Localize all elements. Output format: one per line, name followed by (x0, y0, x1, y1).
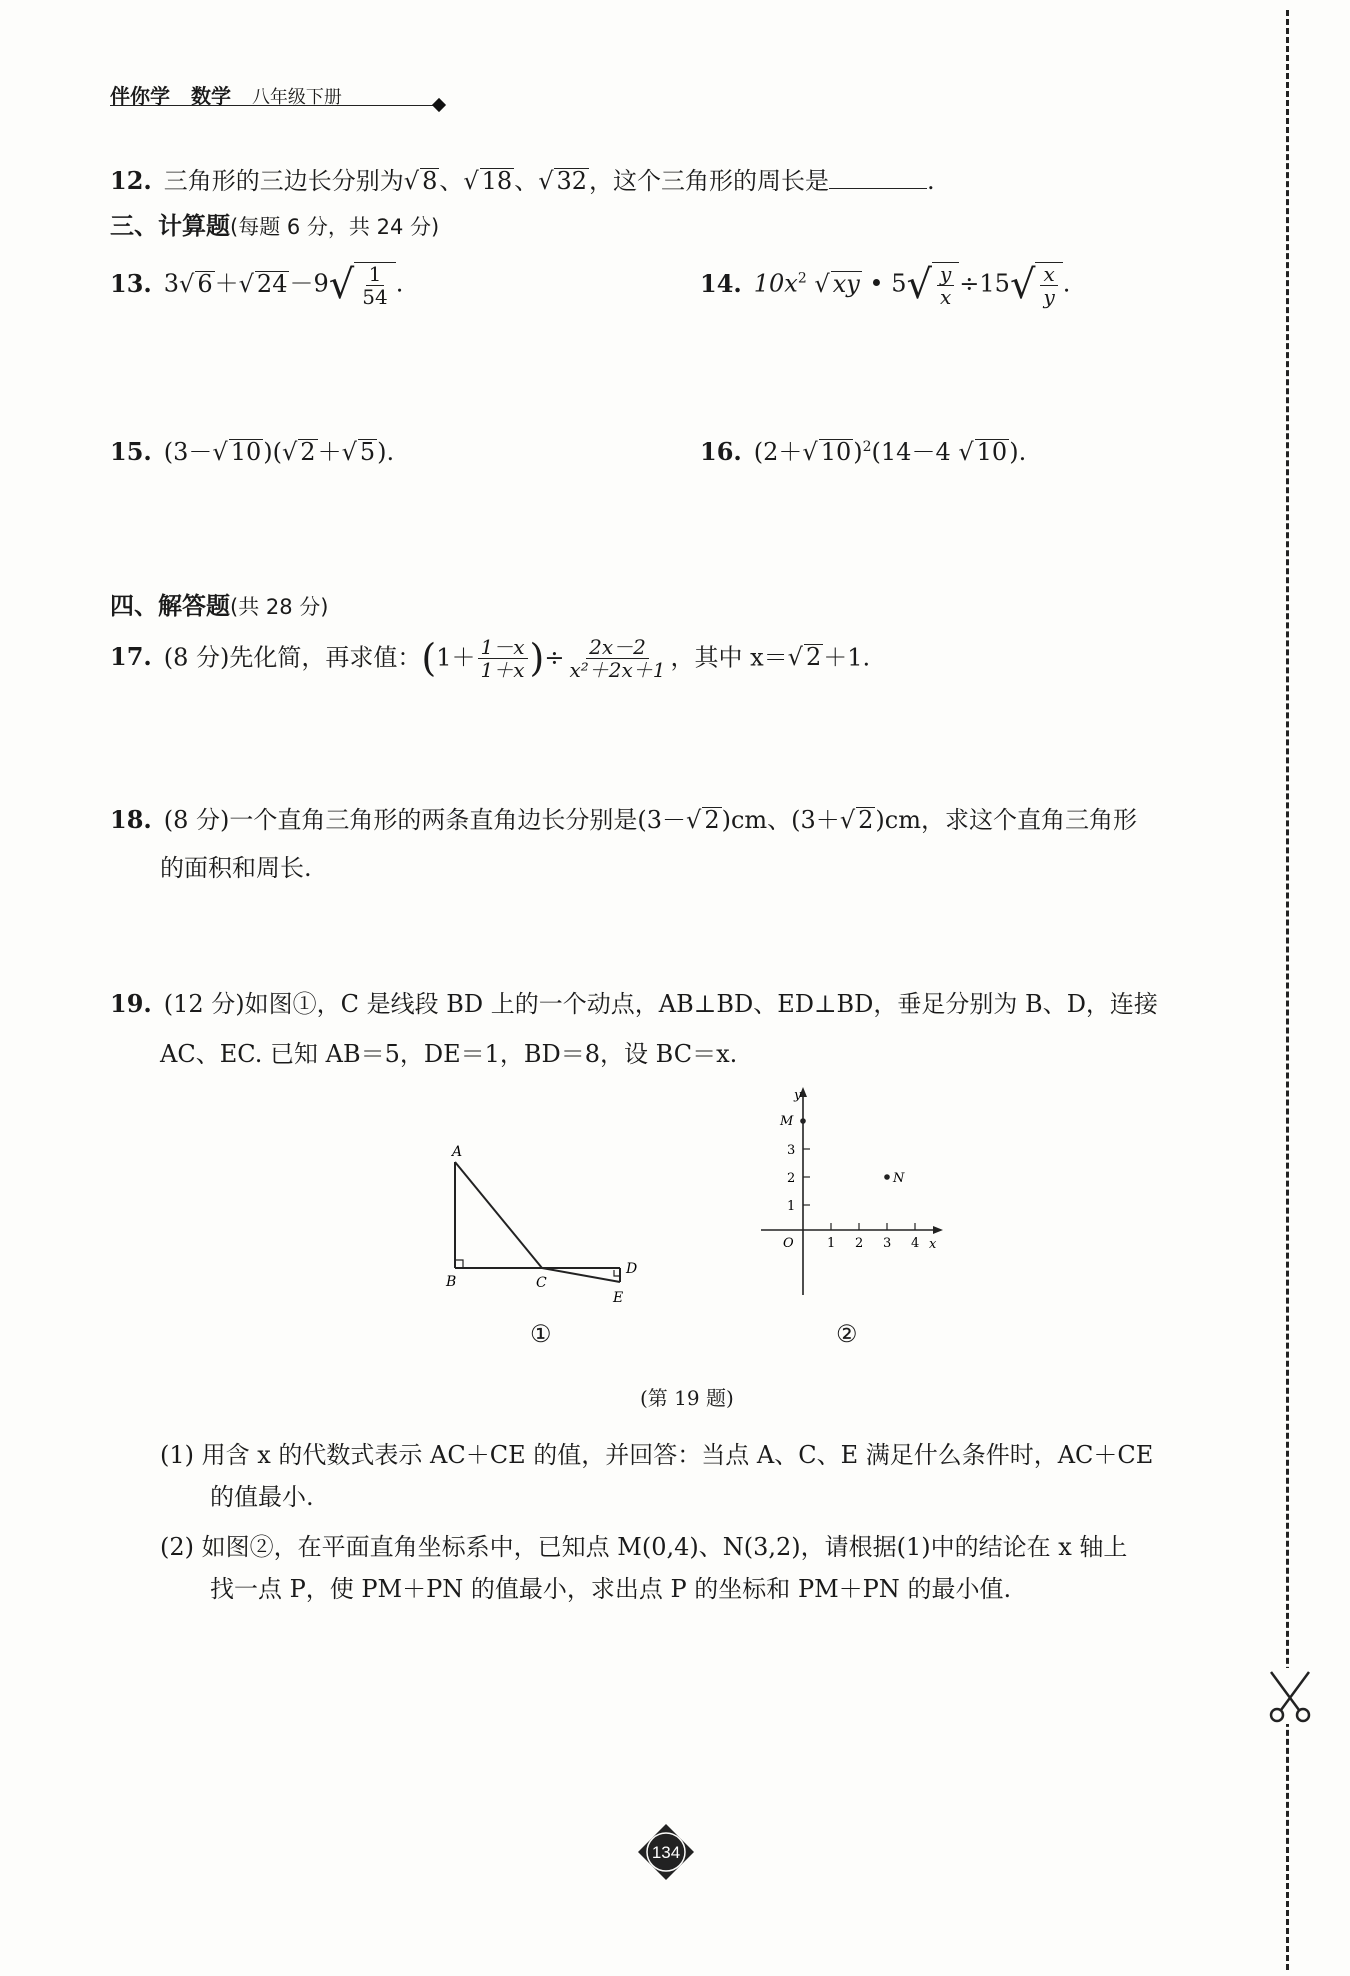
term: 10x (753, 269, 798, 298)
coefficient: 3 (163, 269, 180, 298)
question-16 (700, 438, 1026, 467)
section-title: 三、计算题 (110, 212, 230, 240)
origin-label: O (783, 1236, 794, 1251)
figure-2-caption: ② (836, 1320, 858, 1348)
question-number: 13. (110, 268, 152, 298)
question-19 (110, 990, 1158, 1019)
sqrt-sign: √ (1009, 262, 1036, 308)
x-tick-label-3: 3 (883, 1236, 892, 1251)
numerator: x (1040, 263, 1057, 286)
question-19-line-1: 如图①，C 是线段 BD 上的一个动点，AB⊥BD、ED⊥BD，垂足分别为 B、D，连接 (244, 990, 1158, 1018)
question-14 (700, 262, 1070, 308)
q18-text-b: )cm、(3＋ (721, 806, 840, 834)
numerator: y (937, 263, 954, 286)
expr-part: ＋1. (823, 643, 871, 672)
period: . (395, 269, 404, 298)
figure-caption: (第 19 题) (640, 1386, 734, 1410)
question-17 (110, 636, 870, 682)
score: (8 分) (163, 643, 230, 672)
denominator: y (1043, 285, 1055, 309)
expr-part: ). (1009, 438, 1027, 466)
y-axis-label: y (794, 1088, 802, 1103)
y-tick-label-1: 1 (787, 1199, 796, 1214)
fraction-sqrt (1010, 262, 1063, 308)
fraction-sqrt (906, 262, 959, 308)
question-number: 15. (110, 437, 152, 466)
question-12 (110, 166, 935, 196)
radicand: 6 (197, 269, 213, 298)
sqrt-sign (179, 270, 194, 298)
radicand: 8 (422, 167, 438, 195)
sqrt-body (354, 262, 395, 308)
sqrt-sign (282, 438, 297, 466)
operator: ÷ (544, 643, 565, 672)
expr-part: ). (377, 438, 395, 466)
denominator: x (940, 285, 952, 309)
operator: ＋ (317, 438, 342, 466)
question-number: 17. (110, 642, 152, 672)
expr-part: )( (263, 438, 282, 466)
q18-text-a: 一个直角三角形的两条直角边长分别是(3－ (229, 806, 687, 834)
figure-2-coordinate-plane (755, 1085, 955, 1305)
question-number: 16. (700, 437, 742, 466)
operator: ÷15 (959, 269, 1010, 298)
radicand: xy (832, 269, 860, 298)
section-title: 四、解答题 (110, 592, 230, 620)
radicand: 2 (704, 806, 720, 834)
exponent: 2 (797, 270, 807, 287)
answer-blank[interactable] (829, 166, 927, 189)
sqrt-sign (814, 270, 829, 298)
operator: －9 (289, 269, 329, 298)
denominator: 1＋x (480, 658, 525, 683)
radicand: 10 (820, 438, 852, 466)
x-axis-label: x (929, 1237, 937, 1252)
sqrt-sign (958, 438, 973, 466)
figure-1-caption: ① (530, 1320, 552, 1348)
y-tick-label-3: 3 (787, 1143, 796, 1158)
fraction-sqrt (329, 262, 396, 308)
radicand: 24 (256, 269, 288, 298)
period: . (927, 167, 935, 195)
expr-part: (3－ (163, 438, 213, 466)
period: . (1062, 269, 1071, 298)
scissors-icon (1265, 1668, 1315, 1724)
fraction (566, 636, 668, 681)
sqrt-sign (463, 167, 478, 195)
sqrt-body (932, 262, 959, 308)
question-15 (110, 438, 394, 467)
sqrt-sign (788, 643, 803, 671)
label-a: A (452, 1144, 463, 1160)
header-brand: 伴你学 (110, 84, 170, 108)
radicand: 2 (858, 806, 874, 834)
label-b: B (446, 1274, 457, 1290)
sqrt-sign (802, 438, 817, 466)
denominator: x²＋2x＋1 (569, 658, 666, 683)
page-number: 134 (651, 1843, 681, 1862)
right-paren: ) (529, 636, 545, 680)
sqrt-sign: √ (906, 262, 932, 308)
radicand: 2 (300, 438, 316, 466)
sub-question-1-line-1: (1) 用含 x 的代数式表示 AC＋CE 的值，并回答：当点 A、C、E 满足什么条件时，AC＋CE (160, 1441, 1154, 1469)
numerator: 1－x (478, 636, 528, 659)
point-n (884, 1174, 890, 1180)
header-diamond-icon (432, 98, 446, 112)
sqrt-sign (538, 167, 553, 195)
question-number: 14. (700, 268, 742, 298)
separator: 、 (439, 167, 464, 195)
question-18-line-2: 的面积和周长. (160, 854, 312, 882)
x-axis-arrow-icon (933, 1226, 943, 1234)
score: (8 分) (163, 806, 230, 834)
instruction: 先化简，再求值： (229, 643, 422, 672)
radicand: 2 (805, 643, 822, 672)
sqrt-sign (840, 806, 855, 834)
page-number-badge (636, 1822, 696, 1882)
section-3-heading (110, 206, 439, 241)
header-grade: 八年级下册 (251, 87, 342, 108)
sqrt-sign (239, 270, 254, 298)
radicand: 10 (230, 438, 262, 466)
sub-question-1-line-2: 的值最小. (210, 1483, 314, 1511)
question-18 (110, 806, 1137, 835)
question-number: 12. (110, 166, 152, 195)
sub-question-2-line-2: 找一点 P，使 PM＋PN 的值最小，求出点 P 的坐标和 PM＋PN 的最小值. (210, 1575, 1012, 1603)
numerator: 2x－2 (586, 636, 649, 659)
q18-text-c: )cm，求这个直角三角形 (875, 806, 1137, 834)
radicand: 32 (556, 167, 588, 195)
fraction (937, 263, 954, 308)
section-note: (每题 6 分，共 24 分) (230, 215, 440, 239)
label-d: D (626, 1261, 638, 1277)
operator: • 5 (861, 269, 907, 298)
sqrt-sign (212, 438, 227, 466)
sub-question-2-line-1: (2) 如图②，在平面直角坐标系中，已知点 M(0,4)、N(3,2)，请根据(1)中的结论在 x 轴上 (160, 1533, 1128, 1561)
numerator: 1 (366, 263, 385, 286)
separator: 、 (514, 167, 539, 195)
header-rule (110, 105, 440, 106)
x-tick-label-1: 1 (827, 1236, 836, 1251)
sqrt-sign (686, 806, 701, 834)
question-13 (110, 262, 403, 308)
section-4-heading (110, 586, 328, 621)
sqrt-sign: √ (328, 262, 355, 308)
sqrt-sign (342, 438, 357, 466)
q12-text-b: ，这个三角形的周长是 (589, 167, 830, 195)
y-tick-label-2: 2 (787, 1171, 796, 1186)
point-m (800, 1118, 806, 1124)
label-m: M (780, 1114, 794, 1129)
operator: ＋ (214, 269, 239, 298)
section-note: (共 28 分) (230, 595, 329, 619)
radicand: 10 (976, 438, 1008, 466)
expr-part: 1＋ (436, 643, 476, 672)
header-subject: 数学 (190, 84, 231, 108)
left-paren: ( (421, 636, 437, 680)
expr-part: (14－4 (871, 438, 951, 466)
fraction (478, 636, 528, 681)
exponent: 2 (862, 439, 872, 455)
sqrt-sign (404, 167, 419, 195)
expr-part: ，其中 x＝ (670, 643, 788, 672)
label-e: E (613, 1290, 624, 1306)
right-angle-b (455, 1260, 463, 1268)
label-c: C (536, 1275, 547, 1291)
label-n: N (893, 1171, 905, 1186)
question-number: 19. (110, 989, 152, 1018)
segment-ce (542, 1268, 620, 1282)
expr-part: (2＋ (753, 438, 803, 466)
x-tick-label-2: 2 (855, 1236, 864, 1251)
segment-ac (455, 1162, 542, 1268)
q12-text-a: 三角形的三边长分别为 (163, 167, 404, 195)
figure-1-triangle (430, 1130, 650, 1330)
question-number: 18. (110, 805, 152, 834)
expr-part: ) (853, 438, 863, 466)
fraction (359, 263, 390, 308)
denominator: 54 (362, 285, 388, 309)
radicand: 5 (359, 438, 376, 466)
sqrt-body (1035, 262, 1062, 308)
question-19-line-2: AC、EC. 已知 AB＝5，DE＝1，BD＝8，设 BC＝x. (160, 1040, 738, 1068)
score: (12 分) (163, 990, 245, 1018)
radicand: 18 (481, 167, 513, 195)
x-tick-label-4: 4 (911, 1236, 920, 1251)
fraction (1040, 263, 1057, 308)
